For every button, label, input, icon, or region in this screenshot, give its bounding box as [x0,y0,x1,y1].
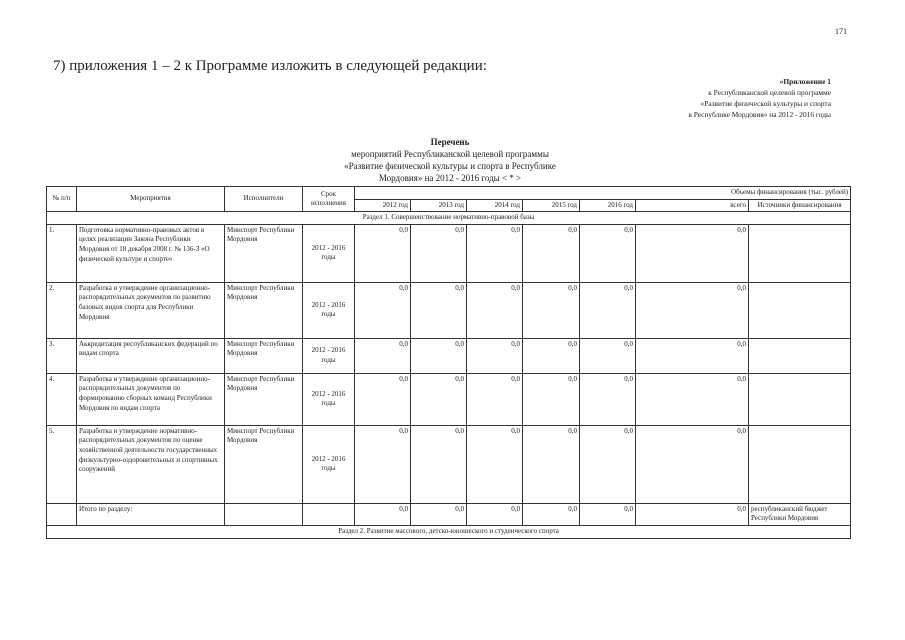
total-value: 0,0 [411,503,467,525]
row-value: 0,0 [580,373,636,425]
row-source [749,425,851,503]
row-value: 0,0 [467,338,523,373]
row-value: 0,0 [355,224,411,282]
total-label: Итого по разделу: [77,503,225,525]
header-year: 2014 год [467,199,523,212]
row-term: 2012 - 2016 годы [303,338,355,373]
total-value: 0,0 [467,503,523,525]
header-executor: Исполнители [225,187,303,212]
row-source [749,373,851,425]
header-year: 2015 год [523,199,580,212]
row-term: 2012 - 2016 годы [303,224,355,282]
row-value: 0,0 [636,224,749,282]
row-value: 0,0 [523,282,580,338]
header-num: № п/п [47,187,77,212]
row-term: 2012 - 2016 годы [303,373,355,425]
row-executor: Минспорт Республики Мордовия [225,373,303,425]
row-num: 4. [47,373,77,425]
row-executor: Минспорт Республики Мордовия [225,425,303,503]
row-activity: Разработка и утверждение организационно-распорядительных документов по формированию сборных команд Республики Мордовия по видам спорта [77,373,225,425]
appendix-title: «Приложение 1 [779,77,831,86]
section-1-title: Раздел 1. Совершенствование нормативно-правовой базы [47,212,851,225]
row-value: 0,0 [523,373,580,425]
row-executor: Минспорт Республики Мордовия [225,224,303,282]
row-value: 0,0 [580,338,636,373]
table-row [47,425,851,503]
row-value: 0,0 [467,282,523,338]
title-line: мероприятий Республиканской целевой программы [351,149,549,159]
row-num: 1. [47,224,77,282]
row-value: 0,0 [636,425,749,503]
appendix-line: в Республике Мордовия» на 2012 - 2016 годы [688,110,831,119]
total-value: 0,0 [523,503,580,525]
table-row [47,338,851,373]
row-num: 2. [47,282,77,338]
header-year: 2013 год [411,199,467,212]
row-activity: Разработка и утверждение нормативно-распорядительных документов по оценке хозяйственной деятельности государственных физкультурно-оздоровительных и спортивных сооружений [77,425,225,503]
total-source: республиканский бюджет Республики Мордовия [749,503,851,525]
row-activity: Разработка и утверждение организационно-распорядительных документов по развитию базовых видов спорта для Республики Мордовия [77,282,225,338]
title-line: «Развитие физической культуры и спорта в Республике [344,161,556,171]
header-year: 2012 год [355,199,411,212]
row-value: 0,0 [580,425,636,503]
row-value: 0,0 [411,425,467,503]
title-heading: Перечень [430,137,470,147]
row-value: 0,0 [523,224,580,282]
total-value: 0,0 [580,503,636,525]
row-activity: Подготовка нормативно-правовых актов в целях реализации Закона Республики Мордовия от 18 декабря 2008 г. № 136-З «О физической культуре и спорте» [77,224,225,282]
header-source: Источники финансирования [749,199,851,212]
row-value: 0,0 [355,282,411,338]
document-title [300,136,600,184]
row-value: 0,0 [580,282,636,338]
row-value: 0,0 [355,373,411,425]
header-year: 2016 год [580,199,636,212]
row-executor: Минспорт Республики Мордовия [225,282,303,338]
header-funding: Объемы финансирования (тыс. рублей) [355,187,851,200]
appendix-line: к Республиканской целевой программе [708,88,831,97]
title-line: Мордовия» на 2012 - 2016 годы < * > [378,173,522,183]
row-value: 0,0 [411,338,467,373]
row-num: 5. [47,425,77,503]
row-value: 0,0 [467,224,523,282]
row-value: 0,0 [523,425,580,503]
header-activity: Мероприятия [77,187,225,212]
appendix-line: «Развитие физической культуры и спорта [700,99,831,108]
row-value: 0,0 [636,338,749,373]
row-value: 0,0 [636,282,749,338]
row-source [749,282,851,338]
appendix-caption [688,76,831,120]
row-value: 0,0 [467,373,523,425]
row-value: 0,0 [467,425,523,503]
row-executor: Минспорт Республики Мордовия [225,338,303,373]
total-value: 0,0 [355,503,411,525]
row-term: 2012 - 2016 годы [303,282,355,338]
row-value: 0,0 [355,425,411,503]
total-value: 0,0 [636,503,749,525]
row-value: 0,0 [355,338,411,373]
total-row [47,503,851,525]
row-term: 2012 - 2016 годы [303,425,355,503]
page-number: 171 [835,27,847,36]
row-num: 3. [47,338,77,373]
table-row [47,282,851,338]
row-source [749,338,851,373]
amendment-text: 7) приложения 1 – 2 к Программе изложить в следующей редакции: [53,58,487,74]
header-term: Срок исполнения [303,187,355,212]
row-value: 0,0 [580,224,636,282]
row-value: 0,0 [411,373,467,425]
header-total: всего [636,199,749,212]
row-value: 0,0 [411,224,467,282]
row-value: 0,0 [636,373,749,425]
row-activity: Аккредитация республиканских федераций по видам спорта [77,338,225,373]
row-value: 0,0 [523,338,580,373]
row-source [749,224,851,282]
activities-table [46,186,851,539]
table-row [47,224,851,282]
row-value: 0,0 [411,282,467,338]
table-row [47,373,851,425]
section-2-title: Раздел 2. Развитие массового, детско-юношеского и студенческого спорта [47,525,851,538]
